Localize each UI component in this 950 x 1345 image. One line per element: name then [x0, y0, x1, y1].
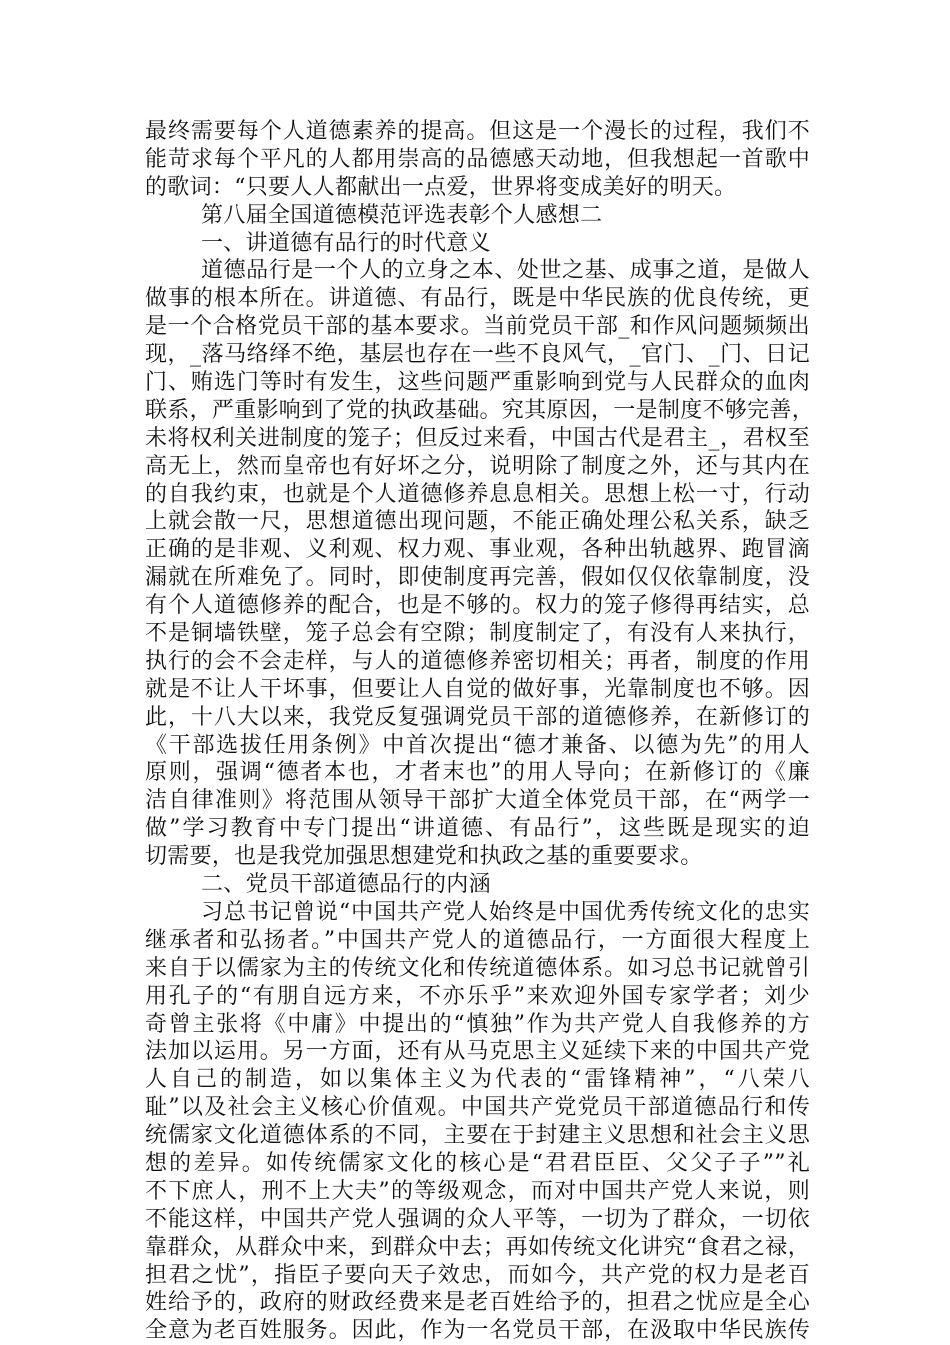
text-line: 不下庶人，刑不上大夫”的等级观念，而对中国共产党人来说，则	[145, 1178, 810, 1204]
text-line: 原则，强调“德者本也，才者末也”的用人导向；在新修订的《廉	[145, 760, 810, 786]
paragraph-1	[145, 257, 815, 871]
document-page	[145, 118, 815, 1345]
text-line: 最终需要每个人道德素养的提高。但这是一个漫长的过程，我们不	[145, 119, 810, 144]
text-line: 漏就在所难免了。同时，即使制度再完善，假如仅仅依靠制度，没	[145, 565, 810, 591]
paragraph-intro	[145, 118, 810, 202]
text-line: 做事的根本所在。讲道德、有品行，既是中华民族的优良传统，更	[145, 286, 810, 312]
text-line: 能苛求每个平凡的人都用崇高的品德感天动地，但我想起一首歌中	[145, 146, 810, 172]
text-line: 做”学习教育中专门提出“讲道德、有品行”，这些既是现实的迫	[145, 816, 810, 842]
text-line: 道德品行是一个人的立身之本、处世之基、成事之道，是做人	[201, 258, 810, 284]
text-line: 全意为老百姓服务。因此，作为一名党员干部，在汲取中华民族传	[145, 1318, 810, 1344]
text-line: 的自我约束，也就是个人道德修养息息相关。思想上松一寸，行动	[145, 481, 810, 507]
heading-line: 二、党员干部道德品行的内涵	[201, 872, 491, 898]
text-line: 担君之忧”，指臣子要向天子效忠，而如今，共产党的权力是老百	[145, 1262, 810, 1288]
text-line: 上就会散一尺，思想道德出现问题，不能正确处理公私关系，缺乏	[145, 509, 810, 535]
text-line: 统儒家文化道德体系的不同，主要在于封建主义思想和社会主义思	[145, 1123, 810, 1149]
section-title	[145, 202, 810, 230]
text-line: 用孔子的“有朋自远方来，不亦乐乎”来欢迎外国专家学者；刘少	[145, 983, 810, 1009]
text-line: 《干部选拔任用条例》中首次提出“德才兼备、以德为先”的用人	[145, 732, 810, 758]
text-line: 奇曾主张将《中庸》中提出的“慎独”作为共产党人自我修养的方	[145, 1011, 810, 1037]
text-line: 人自己的制造，如以集体主义为代表的“雷锋精神”，“八荣八	[145, 1067, 810, 1093]
text-line: 此，十八大以来，我党反复强调党员干部的道德修养，在新修订的	[145, 704, 810, 730]
text-line: 法加以运用。另一方面，还有从马克思主义延续下来的中国共产党	[145, 1039, 810, 1065]
section-heading-1	[145, 230, 810, 258]
section-heading-2	[145, 871, 810, 899]
text-line: 姓给予的，政府的财政经费来是老百姓给予的，担君之忧应是全心	[145, 1290, 810, 1316]
text-line: 洁自律准则》将范围从领导干部扩大道全体党员干部，在“两学一	[145, 788, 810, 814]
text-line: 就是不让人干坏事，但要让人自觉的做好事，光靠制度也不够。因	[145, 676, 810, 702]
text-line: 来自于以儒家为主的传统文化和传统道德体系。如习总书记就曾引	[145, 955, 810, 981]
text-line: 正确的是非观、义利观、权力观、事业观，各种出轨越界、跑冒滴	[145, 537, 810, 563]
paragraph-2	[145, 899, 810, 1345]
text-line: 耻”以及社会主义核心价值观。中国共产党党员干部道德品行和传	[145, 1095, 810, 1121]
text-line: 现，_落马络绎不绝，基层也存在一些不良风气，_官门、_门、日记	[145, 342, 810, 368]
text-line: 习总书记曾说“中国共产党人始终是中国优秀传统文化的忠实	[201, 899, 810, 925]
text-line: 不能这样，中国共产党人强调的众人平等，一切为了群众，一切依	[145, 1206, 810, 1232]
text-line: 有个人道德修养的配合，也是不够的。权力的笼子修得再结实，总	[145, 593, 810, 619]
document-title: 第八届全国道德模范评选表彰个人感想二	[201, 202, 603, 228]
text-line: 继承者和弘扬者。”中国共产党人的道德品行，一方面很大程度上	[145, 927, 810, 953]
text-line: 门、贿选门等时有发生，这些问题严重影响到党与人民群众的血肉	[145, 370, 810, 396]
text-line: 是一个合格党员干部的基本要求。当前党员干部_和作风问题频频出	[145, 314, 810, 340]
text-line: 执行的会不会走样，与人的道德修养密切相关；再者，制度的作用	[145, 648, 810, 674]
text-line: 想的差异。如传统儒家文化的核心是“君君臣臣、父父子子””礼	[145, 1150, 810, 1176]
text-line: 未将权利关进制度的笼子；但反过来看，中国古代是君主_，君权至	[145, 425, 810, 451]
text-line: 联系，严重影响到了党的执政基础。究其原因，一是制度不够完善，	[145, 397, 815, 423]
text-line: 的歌词：“只要人人都献出一点爱，世界将变成美好的明天。	[145, 174, 737, 200]
text-line: 靠群众，从群众中来，到群众中去；再如传统文化讲究“食君之禄，	[145, 1234, 810, 1260]
text-line: 切需要，也是我党加强思想建党和执政之基的重要要求。	[145, 844, 703, 870]
text-line: 高无上，然而皇帝也有好坏之分，说明除了制度之外，还与其内在	[145, 453, 810, 479]
heading-line: 一、讲道德有品行的时代意义	[201, 230, 491, 256]
text-line: 不是铜墙铁壁，笼子总会有空隙；制度制定了，有没有人来执行，	[145, 621, 810, 647]
